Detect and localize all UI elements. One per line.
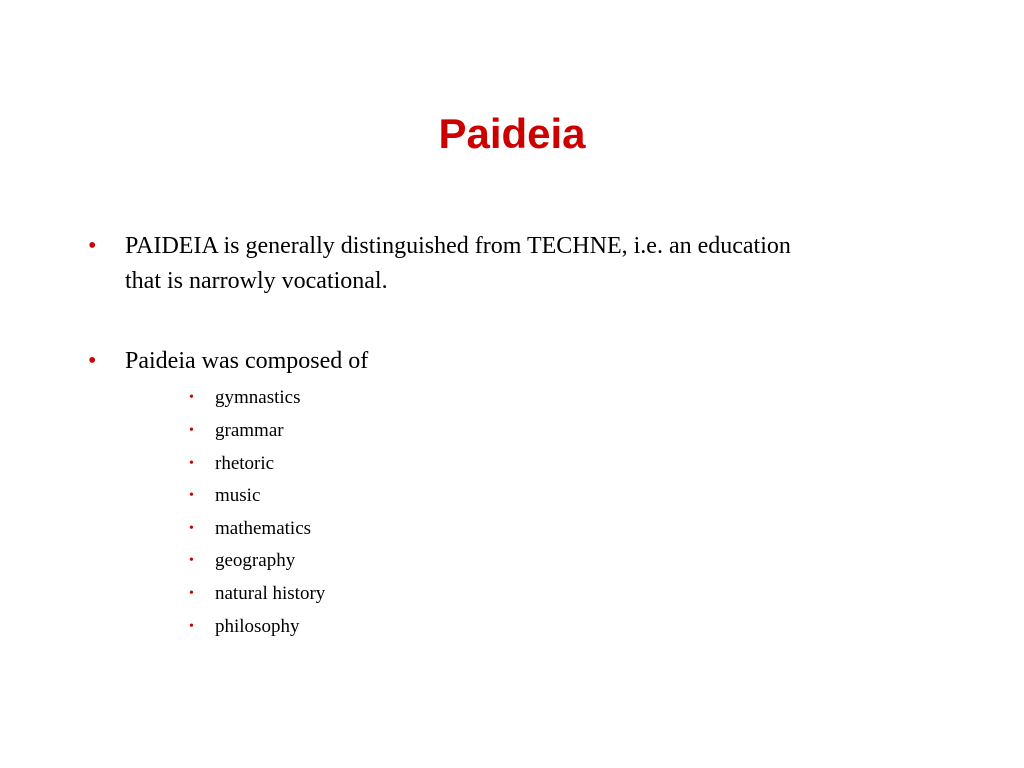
- sub-bullet-marker: •: [189, 553, 194, 568]
- sub-bullet-text: natural history: [215, 583, 326, 604]
- sub-bullet-text: rhetoric: [215, 453, 275, 474]
- slide-title: Paideia: [438, 110, 586, 157]
- sub-bullet-item: [189, 386, 301, 410]
- bullet-text-line: PAIDEIA is generally distinguished from TECHNE, i.e. an education: [125, 233, 791, 259]
- sub-bullet-item: [189, 582, 326, 606]
- sub-bullet-item: [189, 615, 300, 639]
- sub-bullet-text: music: [215, 485, 261, 506]
- sub-bullet-text: mathematics: [215, 518, 312, 539]
- sub-bullet-item: [189, 517, 312, 541]
- sub-bullet-marker: •: [189, 521, 194, 536]
- bullet-item: [88, 229, 945, 299]
- sub-bullet-marker: •: [189, 423, 194, 438]
- sub-bullet-marker: •: [189, 390, 194, 405]
- sub-bullet-text: gymnastics: [215, 387, 301, 408]
- sub-bullet-marker: •: [189, 456, 194, 471]
- sub-bullet-marker: •: [189, 619, 194, 634]
- sub-bullet-marker: •: [189, 488, 194, 503]
- sub-bullet-marker: •: [189, 586, 194, 601]
- sub-bullet-item: [189, 452, 275, 476]
- bullet-marker: •: [88, 233, 97, 259]
- sub-bullet-text: philosophy: [215, 616, 300, 637]
- sub-bullet-item: [189, 419, 284, 443]
- sub-bullet-text: grammar: [215, 420, 284, 441]
- bullet-text-line: that is narrowly vocational.: [125, 268, 388, 294]
- bullet-text: Paideia was composed of: [125, 348, 369, 374]
- bullet-item: [88, 344, 945, 379]
- sub-bullet-text: geography: [215, 550, 296, 571]
- bullet-marker: •: [88, 348, 97, 374]
- sub-bullet-item: [189, 484, 261, 508]
- sub-bullet-item: [189, 549, 296, 573]
